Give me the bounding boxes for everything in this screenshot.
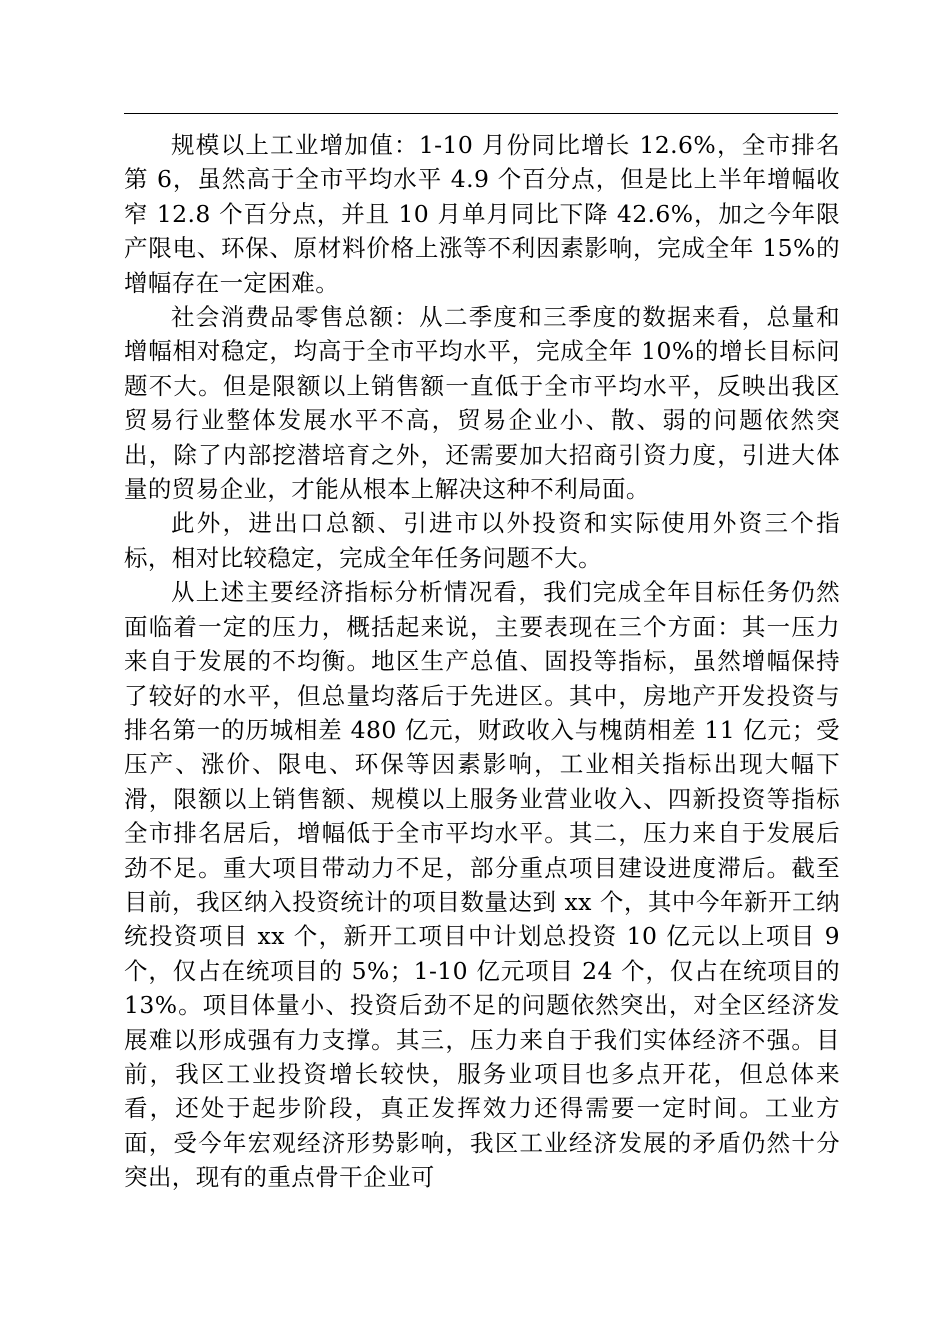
paragraph-import-export: 此外，进出口总额、引进市以外投资和实际使用外资三个指标，相对比较稳定，完成全年任务问题不大。	[124, 509, 840, 572]
paragraph-pressure-analysis: 从上述主要经济指标分析情况看，我们完成全年目标任务仍然面临着一定的压力，概括起来说，主要表现在三个方面：其一压力来自于发展的不均衡。地区生产总值、固投等指标，虽然增幅保持了较好的水平，但总量均落后于先进区。其中，房地产开发投资与排名第一的历城相差 480 亿元，财政收入与槐荫相差 11 亿元；受压产、涨价、限电、环保等因素影响，工业相关指标出现大幅下滑，限额以上销售额、规模以上服务业营业收入、四新投资等指标全市排名居后，增幅低于全市平均水平。其二，压力来自于发展后劲不足。重大项目带动力不足，部分重点项目建设进度滞后。截至目前，我区纳入投资统计的项目数量达到 xx 个，其中今年新开工纳统投资项目 xx 个，新开工项目中计划总投资 10 亿元以上项目 9 个，仅占在统项目的 5%；1-10 亿元项目 24 个，仅占在统项目的 13%。项目体量小、投资后劲不足的问题依然突出，对全区经济发展难以形成强有力支撑。其三，压力来自于我们实体经济不强。目前，我区工业投资增长较快，服务业项目也多点开花，但总体来看，还处于起步阶段，真正发挥效力还得需要一定时间。工业方面，受今年宏观经济形势影响，我区工业经济发展的矛盾仍然十分突出，现有的重点骨干企业可	[124, 578, 840, 1192]
paragraph-industrial-value: 规模以上工业增加值：1-10 月份同比增长 12.6%，全市排名第 6，虽然高于全市平均水平 4.9 个百分点，但是比上半年增幅收窄 12.8 个百分点，并且 10 月单月同比下降 42.6%，加之今年限产限电、环保、原材料价格上涨等不利因素影响，完成全年 15%的增幅存在一定困难。	[124, 131, 840, 297]
body-text	[124, 128, 840, 1195]
header-rule	[124, 113, 838, 114]
paragraph-retail-sales: 社会消费品零售总额：从二季度和三季度的数据来看，总量和增幅相对稳定，均高于全市平均水平，完成全年 10%的增长目标问题不大。但是限额以上销售额一直低于全市平均水平，反映出我区贸易行业整体发展水平不高，贸易企业小、散、弱的问题依然突出，除了内部挖潜培育之外，还需要加大招商引资力度，引进大体量的贸易企业，才能从根本上解决这种不利局面。	[124, 303, 840, 504]
